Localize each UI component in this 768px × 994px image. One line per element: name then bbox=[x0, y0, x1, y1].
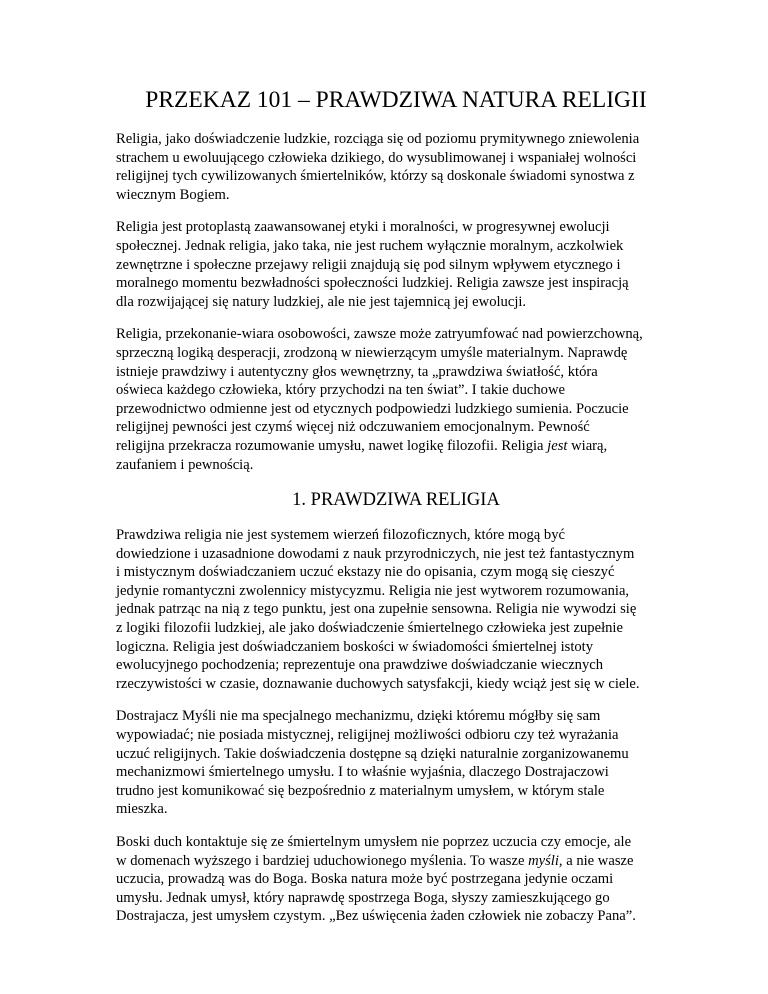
text-line: umysłu. Jednak umysł, który naprawdę spostrzega Boga, słyszy zamieszkującego go bbox=[116, 889, 610, 906]
text-run: w domenach wyższego i bardziej uduchowionego myślenia. To wasze bbox=[116, 852, 529, 869]
text-line: zaufaniem i pewnością. bbox=[116, 456, 254, 473]
text-line: dla rozwijającej się natury ludzkiej, ale nie jest tajemnicą jej ewolucji. bbox=[116, 293, 527, 310]
text-line: uczuć religijnych. Takie doświadczenia dostępne są dzięki naturalnie zorganizowanemu bbox=[116, 745, 629, 762]
paragraph-1 bbox=[116, 130, 676, 204]
document-content bbox=[116, 86, 676, 940]
text-line-with-emphasis bbox=[116, 437, 676, 456]
text-line: Prawdziwa religia nie jest systemem wierzeń filozoficznych, które mogą być bbox=[116, 527, 566, 544]
document-title: PRZEKAZ 101 – PRAWDZIWA NATURA RELIGII bbox=[145, 87, 647, 113]
text-line: mechanizmowi śmiertelnego umysłu. I to właśnie wyjaśnia, dlaczego Dostrajaczowi bbox=[116, 764, 609, 781]
text-line: Dostrajacza, jest umysłem czystym. „Bez uświęcenia żaden człowiek nie zobaczy Pana”. bbox=[116, 908, 636, 925]
text-line-with-emphasis bbox=[116, 852, 676, 871]
text-line: Boski duch kontaktuje się ze śmiertelnym umysłem nie poprzez uczucia czy emocje, ale bbox=[116, 834, 632, 850]
text-line: moralnego momentu bezwładności społeczności ludzkiej. Religia zawsze jest inspiracją bbox=[116, 275, 629, 292]
section-paragraph-2 bbox=[116, 707, 676, 819]
text-line: Religia jest protoplastą zaawansowanej etyki i moralności, w progresywnej ewolucji bbox=[116, 219, 610, 236]
text-line: zewnętrzne i społeczne przejawy religii znajdują się pod silnym wpływem etycznego i bbox=[116, 256, 621, 273]
section-paragraph-1 bbox=[116, 526, 676, 693]
text-line: religijnej pewności jest czymś więcej niż odczuwaniem emocjonalnym. Pewność bbox=[116, 419, 590, 436]
text-line: istnieje prawdziwy i autentyczny głos wewnętrzny, ta „prawdziwa światłość, która bbox=[116, 363, 598, 380]
text-line: oświeca każdego człowieka, który przychodzi na ten świat”. I takie duchowe bbox=[116, 382, 565, 399]
text-line: jednak patrząc na nią z tego punktu, jest ona zupełnie sensowna. Religia nie wywodzi się bbox=[116, 601, 637, 618]
text-line: religijnej tych cywilizowanych śmiertelników, którzy są doskonale świadomi synostwa z bbox=[116, 168, 635, 185]
text-line: Religia, jako doświadczenie ludzkie, rozciąga się od poziomu prymitywnego zniewolenia bbox=[116, 131, 640, 147]
text-line: jedynie romantyczni zwolennicy mistycyzmu. Religia nie jest wytworem rozumowania, bbox=[116, 582, 630, 599]
text-run: a nie wasze bbox=[562, 852, 634, 869]
text-line: Dostrajacz Myśli nie ma specjalnego mechanizmu, dzięki któremu mógłby się sam bbox=[116, 708, 601, 725]
text-line: przewodnictwo odmienne jest od etycznych podpowiedzi ludzkiego sumienia. Poczucie bbox=[116, 400, 629, 417]
text-line: sprzeczną logiką desperacji, zrodzoną w niewierzącym umyśle materialnym. Naprawdę bbox=[116, 344, 628, 361]
text-line: wypowiadać; nie posiada mistycznej, religijnej możliwości odbioru czy też wyrażania bbox=[116, 727, 619, 744]
paragraph-2 bbox=[116, 218, 676, 311]
text-line: rzeczywistości w czasie, doznawanie duchowych satysfakcji, kiedy wciąż jest się w ciele. bbox=[116, 675, 640, 692]
text-line: i mistycznym doświadczaniem uczuć ekstazy nie do opisania, czym mogą się cieszyć bbox=[116, 564, 615, 581]
emphasized-word: myśli, bbox=[528, 852, 563, 869]
section-heading: 1. PRAWDZIWA RELIGIA bbox=[292, 490, 500, 511]
text-line: dowiedzione i uzasadnione dowodami z nauk przyrodniczych, nie jest też fantastycznym bbox=[116, 545, 635, 562]
text-line: społecznej. Jednak religia, jako taka, nie jest ruchem wyłącznie moralnym, aczkolwiek bbox=[116, 237, 624, 254]
text-line: trudno jest komunikować się bezpośrednio z materialnym umysłem, w którym stale bbox=[116, 782, 605, 799]
text-line: ewolucyjnego pochodzenia; reprezentuje ona prawdziwe doświadczanie wiecznych bbox=[116, 657, 604, 674]
emphasized-word: jest bbox=[547, 437, 568, 454]
text-run: religijna przekracza rozumowanie umysłu, nawet logikę filozofii. Religia bbox=[116, 437, 548, 454]
text-line: z logiki filozofii ludzkiej, ale jako doświadczenie śmiertelnego człowieka jest zupełnie bbox=[116, 620, 623, 637]
text-line: logiczna. Religia jest doświadczaniem boskości w świadomości śmiertelnej istoty bbox=[116, 638, 594, 655]
paragraph-3 bbox=[116, 325, 676, 474]
text-line: strachem u ewoluującego człowieka dzikiego, do wysublimowanej i wspaniałej wolności bbox=[116, 149, 637, 166]
text-line: wiecznym Bogiem. bbox=[116, 186, 230, 203]
text-line: Religia, przekonanie-wiara osobowości, zawsze może zatryumfować nad powierzchowną, bbox=[116, 326, 643, 343]
section-paragraph-3 bbox=[116, 833, 676, 926]
text-line: mieszka. bbox=[116, 801, 168, 818]
text-run: wiarą, bbox=[567, 437, 608, 454]
text-line: uczucia, prowadzą was do Boga. Boska natura może być postrzegana jedynie oczami bbox=[116, 871, 614, 888]
